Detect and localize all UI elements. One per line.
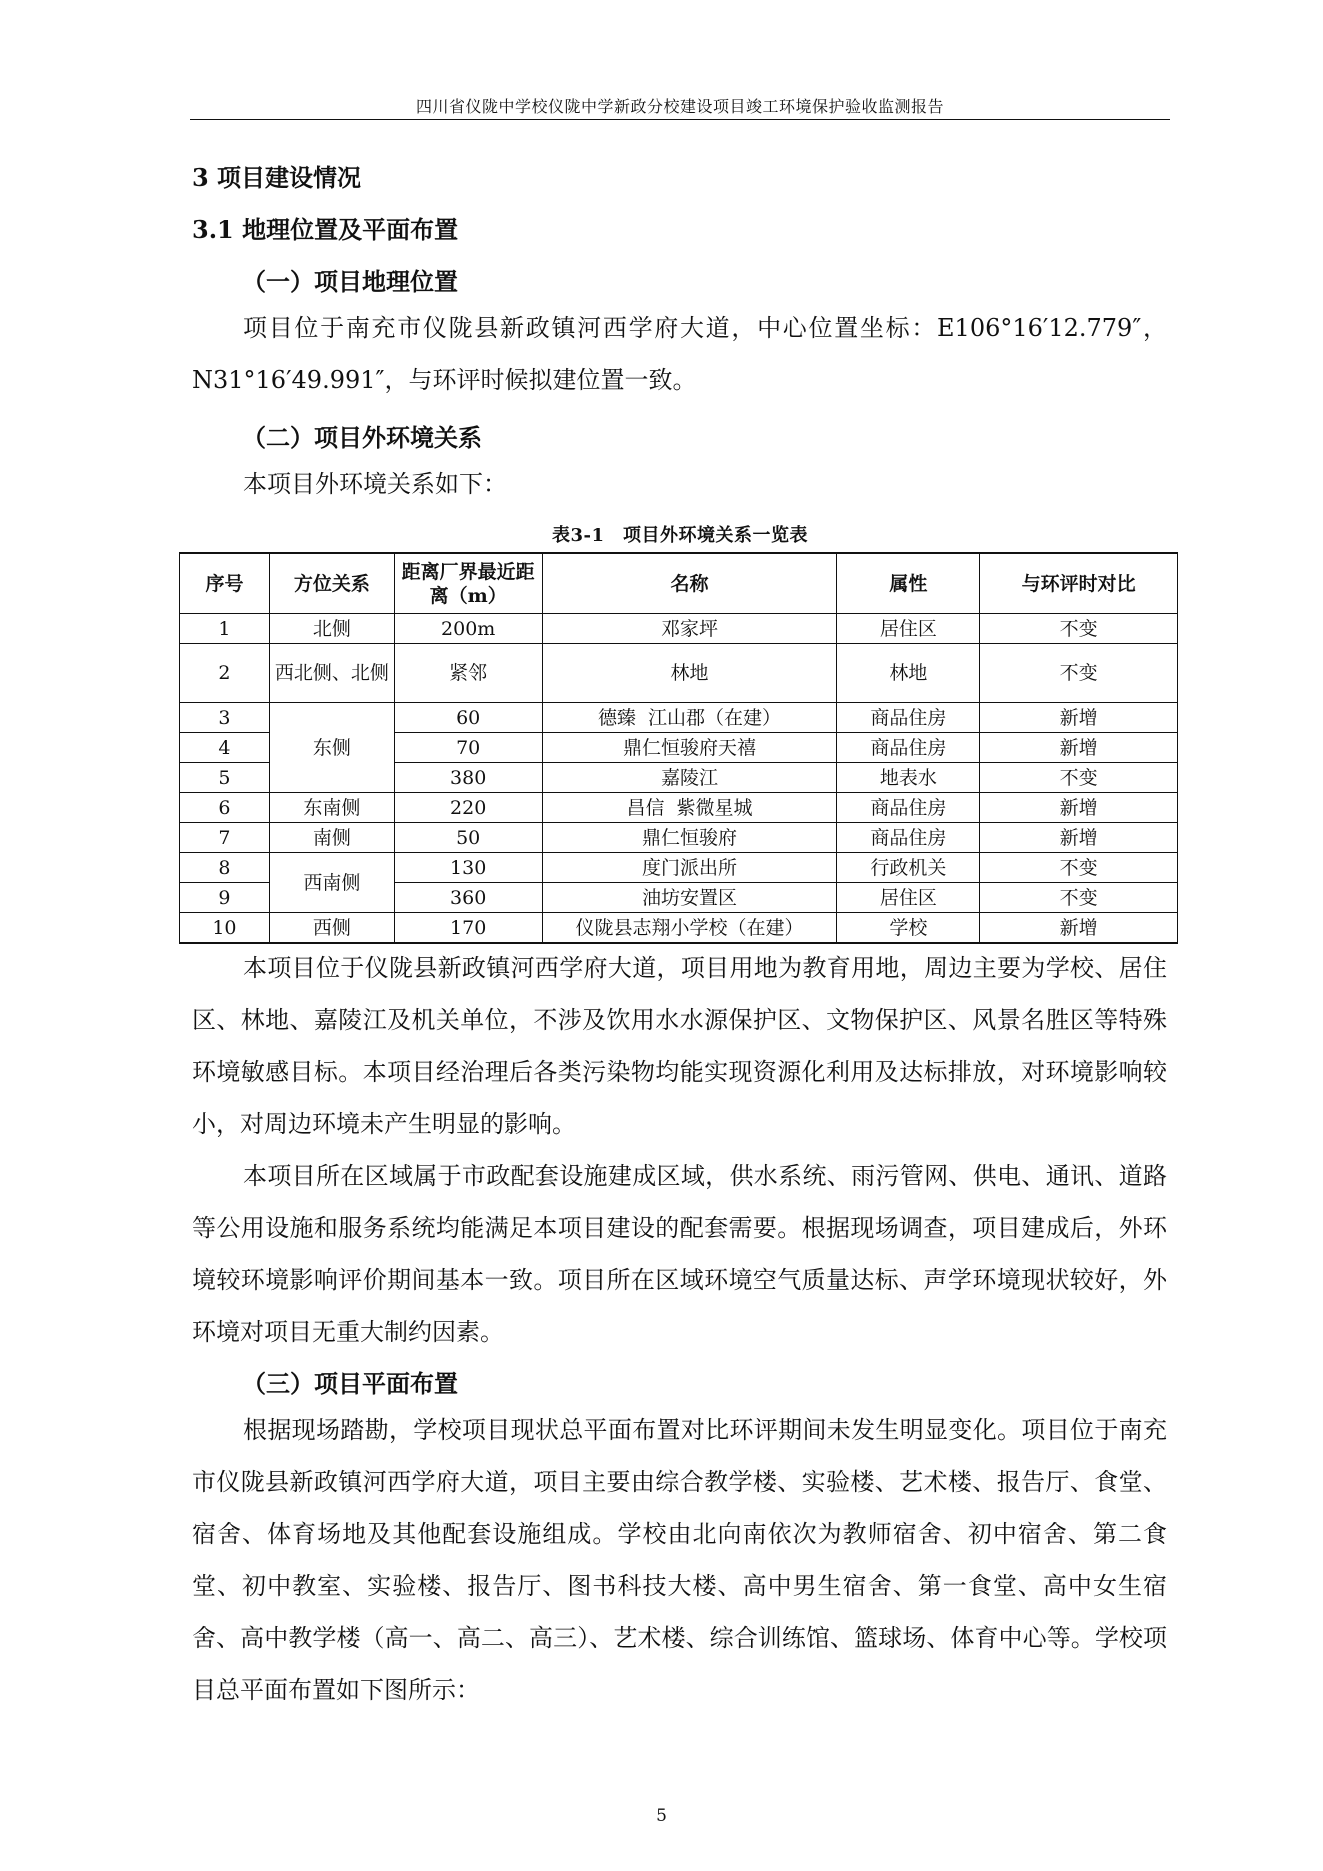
cell-name: 林地 bbox=[542, 644, 837, 703]
heading-layout: （三）项目平面布置 bbox=[242, 1369, 458, 1398]
table-row bbox=[180, 703, 1178, 733]
cell-direction: 南侧 bbox=[269, 823, 394, 853]
cell-distance: 380 bbox=[394, 763, 542, 793]
header-attribute: 属性 bbox=[837, 553, 980, 614]
cell-comparison: 不变 bbox=[980, 853, 1178, 883]
section-heading: 3 项目建设情况 bbox=[192, 163, 362, 192]
paragraph-layout: 根据现场踏勘，学校项目现状总平面布置对比环评期间未发生明显变化。项目位于南充市仪陇县新政镇河西学府大道，项目主要由综合教学楼、实验楼、艺术楼、报告厅、食堂、宿舍、体育场地及其他配套设施组成。学校由北向南依次为教师宿舍、初中宿舍、第二食堂、初中教室、实验楼、报告厅、图书科技大楼、高中男生宿舍、第一食堂、高中女生宿舍、高中教学楼（高一、高二、高三）、艺术楼、综合训练馆、篮球场、体育中心等。学校项目总平面布置如下图所示： bbox=[192, 1416, 1167, 1704]
cell-comparison: 新增 bbox=[980, 793, 1178, 823]
cell-attribute: 林地 bbox=[837, 644, 980, 703]
cell-no: 1 bbox=[180, 614, 270, 644]
paragraph-infrastructure: 本项目所在区域属于市政配套设施建成区域，供水系统、雨污管网、供电、通讯、道路等公用设施和服务系统均能满足本项目建设的配套需要。根据现场调查，项目建成后，外环境较环境影响评价期间基本一致。项目所在区域环境空气质量达标、声学环境现状较好，外环境对项目无重大制约因素。 bbox=[192, 1162, 1167, 1346]
cell-attribute: 商品住房 bbox=[837, 793, 980, 823]
cell-distance: 170 bbox=[394, 913, 542, 944]
header-comparison: 与环评时对比 bbox=[980, 553, 1178, 614]
cell-name: 仪陇县志翔小学校（在建） bbox=[542, 913, 837, 944]
cell-distance: 360 bbox=[394, 883, 542, 913]
cell-distance: 220 bbox=[394, 793, 542, 823]
cell-name: 德臻 江山郡（在建） bbox=[542, 703, 837, 733]
cell-direction: 东南侧 bbox=[269, 793, 394, 823]
cell-comparison: 新增 bbox=[980, 913, 1178, 944]
cell-name: 嘉陵江 bbox=[542, 763, 837, 793]
cell-no: 10 bbox=[180, 913, 270, 944]
subsection-heading: 3.1 地理位置及平面布置 bbox=[192, 215, 459, 244]
cell-distance: 200m bbox=[394, 614, 542, 644]
heading-environment: （二）项目外环境关系 bbox=[242, 423, 482, 452]
cell-distance: 130 bbox=[394, 853, 542, 883]
table-row bbox=[180, 644, 1178, 703]
cell-no: 6 bbox=[180, 793, 270, 823]
cell-no: 8 bbox=[180, 853, 270, 883]
header-no: 序号 bbox=[180, 553, 270, 614]
table-row bbox=[180, 793, 1178, 823]
table-row bbox=[180, 913, 1178, 944]
cell-no: 9 bbox=[180, 883, 270, 913]
paragraph-surroundings: 本项目位于仪陇县新政镇河西学府大道，项目用地为教育用地，周边主要为学校、居住区、林地、嘉陵江及机关单位，不涉及饮用水水源保护区、文物保护区、风景名胜区等特殊环境敏感目标。本项目经治理后各类污染物均能实现资源化利用及达标排放，对环境影响较小，对周边环境未产生明显的影响。 bbox=[192, 954, 1167, 1138]
cell-distance: 50 bbox=[394, 823, 542, 853]
paragraph-environment-intro: 本项目外环境关系如下： bbox=[243, 470, 507, 498]
cell-distance: 70 bbox=[394, 733, 542, 763]
header-direction: 方位关系 bbox=[269, 553, 394, 614]
cell-direction: 西北侧、北侧 bbox=[269, 644, 394, 703]
cell-comparison: 不变 bbox=[980, 614, 1178, 644]
cell-distance: 60 bbox=[394, 703, 542, 733]
header-distance: 距离厂界最近距离（m） bbox=[394, 553, 542, 614]
table-row bbox=[180, 823, 1178, 853]
cell-name: 油坊安置区 bbox=[542, 883, 837, 913]
cell-name: 邓家坪 bbox=[542, 614, 837, 644]
cell-direction: 西南侧 bbox=[269, 853, 394, 913]
table-row bbox=[180, 853, 1178, 883]
cell-attribute: 居住区 bbox=[837, 883, 980, 913]
cell-no: 2 bbox=[180, 644, 270, 703]
cell-attribute: 行政机关 bbox=[837, 853, 980, 883]
paragraph-location: 项目位于南充市仪陇县新政镇河西学府大道，中心位置坐标：E106°16′12.779″，N31°16′49.991″，与环评时候拟建位置一致。 bbox=[192, 314, 1167, 394]
cell-attribute: 商品住房 bbox=[837, 703, 980, 733]
cell-no: 4 bbox=[180, 733, 270, 763]
table-caption: 表3-1 项目外环境关系一览表 bbox=[551, 525, 809, 546]
cell-attribute: 学校 bbox=[837, 913, 980, 944]
cell-direction: 北侧 bbox=[269, 614, 394, 644]
cell-comparison: 不变 bbox=[980, 763, 1178, 793]
heading-location: （一）项目地理位置 bbox=[242, 267, 458, 296]
cell-attribute: 商品住房 bbox=[837, 733, 980, 763]
cell-name: 鼎仁恒骏府天禧 bbox=[542, 733, 837, 763]
page-header: 四川省仪陇中学校仪陇中学新政分校建设项目竣工环境保护验收监测报告 bbox=[415, 97, 944, 116]
cell-name: 鼎仁恒骏府 bbox=[542, 823, 837, 853]
header-rule bbox=[190, 119, 1170, 120]
cell-no: 3 bbox=[180, 703, 270, 733]
cell-comparison: 不变 bbox=[980, 883, 1178, 913]
cell-comparison: 新增 bbox=[980, 703, 1178, 733]
cell-attribute: 地表水 bbox=[837, 763, 980, 793]
cell-distance: 紧邻 bbox=[394, 644, 542, 703]
header-name: 名称 bbox=[542, 553, 837, 614]
cell-comparison: 新增 bbox=[980, 823, 1178, 853]
cell-name: 昌信 紫微星城 bbox=[542, 793, 837, 823]
cell-direction: 东侧 bbox=[269, 703, 394, 793]
environment-table bbox=[179, 552, 1178, 944]
cell-no: 7 bbox=[180, 823, 270, 853]
cell-comparison: 不变 bbox=[980, 644, 1178, 703]
table-row bbox=[180, 614, 1178, 644]
cell-direction: 西侧 bbox=[269, 913, 394, 944]
cell-comparison: 新增 bbox=[980, 733, 1178, 763]
cell-attribute: 居住区 bbox=[837, 614, 980, 644]
cell-attribute: 商品住房 bbox=[837, 823, 980, 853]
page-number: 5 bbox=[656, 1806, 667, 1826]
cell-no: 5 bbox=[180, 763, 270, 793]
cell-name: 度门派出所 bbox=[542, 853, 837, 883]
